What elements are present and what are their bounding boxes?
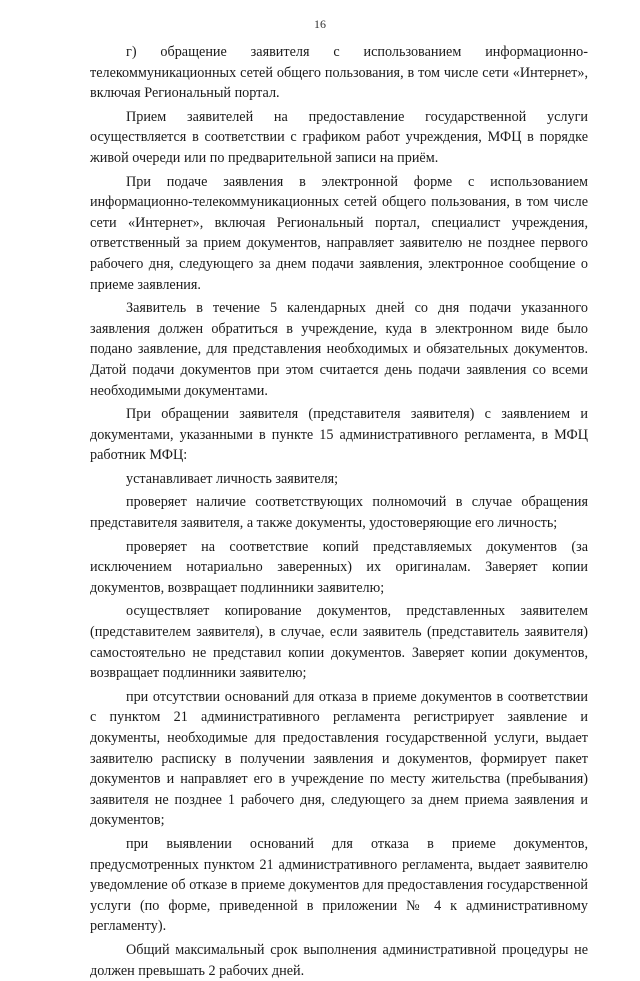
paragraph-copies-verification: проверяет на соответствие копий представляемых документов (за исключением нотариально заверенных) их оригиналам. Заверяет копии документов, возвращает подлинники заявителю; bbox=[90, 538, 588, 596]
paragraph-mfc-procedure: При обращении заявителя (представителя заявителя) с заявлением и документами, указанными в пункте 15 административного регламента, в МФЦ работник МФЦ: bbox=[90, 406, 588, 464]
paragraph-item-g: г) обращение заявителя с использованием информационно-телекоммуникационных сетей общего пользования, в том числе сети «Интернет», включая Региональный портал. bbox=[90, 44, 588, 102]
paragraph-authority-check: проверяет наличие соответствующих полномочий в случае обращения представителя заявителя, а также документы, удостоверяющие его личность; bbox=[90, 494, 588, 532]
paragraph-identity-check: устанавливает личность заявителя; bbox=[126, 470, 339, 487]
paragraph-registration: при отсутствии оснований для отказа в приеме документов в соответствии с пунктом 21 административного регламента регистрирует заявление и документы, необходимые для предоставления государственной услуги, выдает заявителю расписку в получении заявления и документов, формирует пакет документов и направляет его в учреждение по месту жительства (пребывания) заявителя не позднее 1 рабочего дня, следующего за днем приема заявления и документов; bbox=[90, 688, 588, 829]
paragraph-applicant-deadline: Заявитель в течение 5 календарных дней со дня подачи указанного заявления должен обратиться в учреждение, куда в электронном виде было подано заявление, для представления необходимых и обязательных документов. Датой подачи документов при этом считается день подачи заявления со всеми необходимыми документами. bbox=[90, 300, 588, 399]
page-number: 16 bbox=[314, 17, 326, 31]
paragraph-reception-schedule: Прием заявителей на предоставление государственной услуги осуществляется в соответствии с графиком работ учреждения, МФЦ в порядке живой очереди или по предварительной записи на приём. bbox=[90, 108, 588, 166]
paragraph-copying: осуществляет копирование документов, представленных заявителем (представителем заявителя), в случае, если заявитель (представитель заявителя) самостоятельно не представил копии документов. Заверяет копии документов, возвращает подлинники заявителю; bbox=[90, 603, 588, 682]
document-body bbox=[90, 42, 588, 981]
paragraph-refusal: при выявлении оснований для отказа в приеме документов, предусмотренных пунктом 21 административного регламента, выдает заявителю уведомление об отказе в приеме документов для предоставления государственной услуги (по форме, приведенной в приложении № 4 к административному регламенту). bbox=[90, 835, 588, 935]
paragraph-max-term: Общий максимальный срок выполнения административной процедуры не должен превышать 2 рабочих дней. bbox=[90, 941, 588, 979]
paragraph-electronic-submission: При подаче заявления в электронной форме с использованием информационно-телекоммуникационных сетей общего пользования, в том числе сети «Интернет», включая Региональный портал, специалист учреждения, ответственный за прием документов, направляет заявителю не позднее первого рабочего дня, следующего за днем подачи заявления, электронное сообщение о приеме заявления. bbox=[90, 173, 588, 293]
